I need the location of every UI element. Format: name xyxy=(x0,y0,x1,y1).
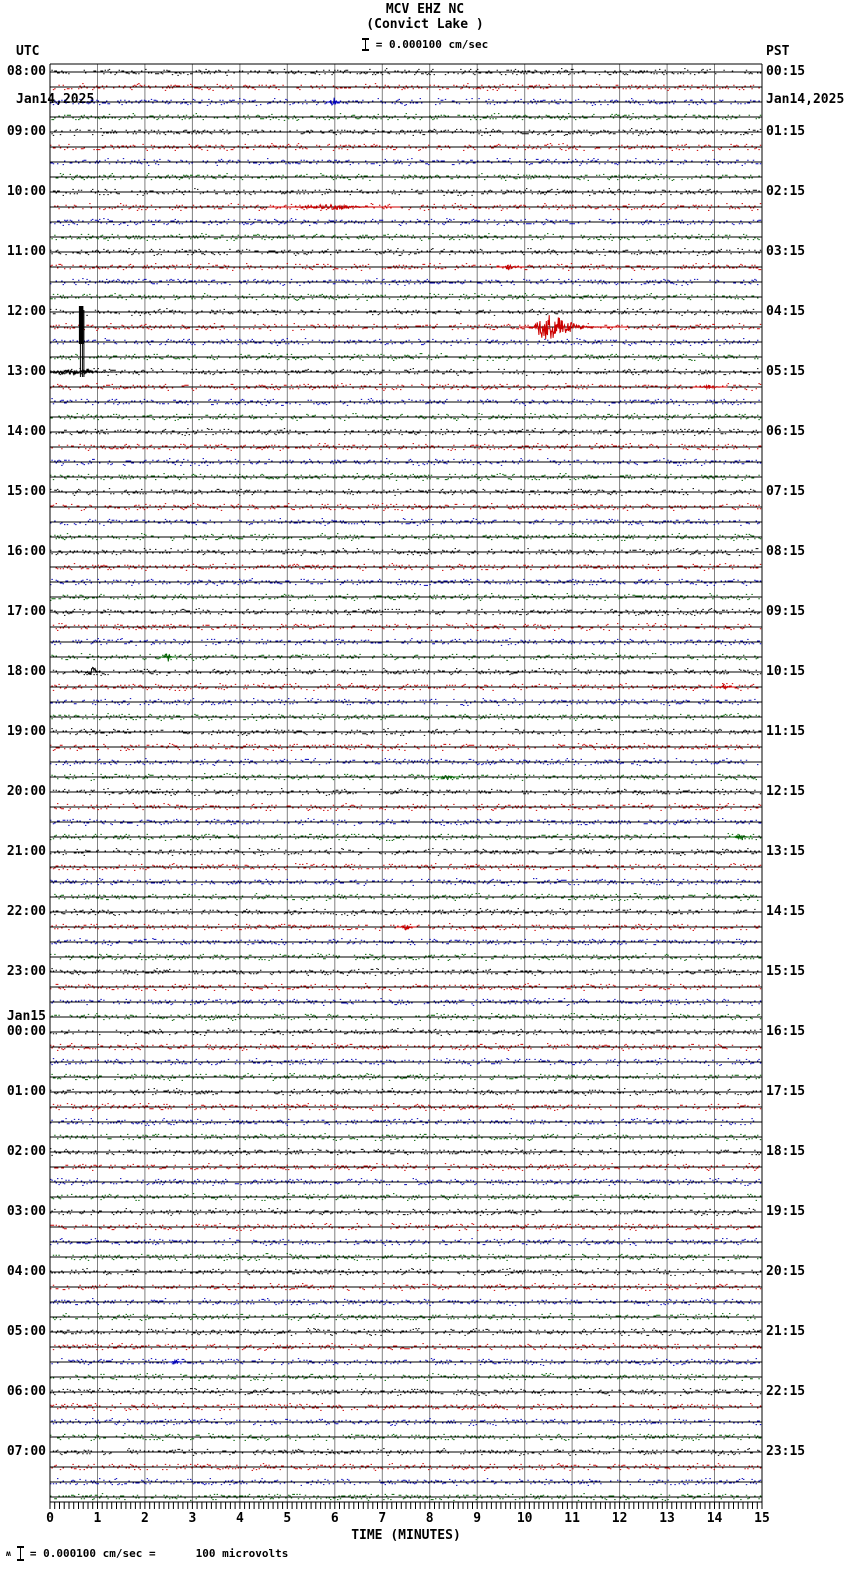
pst-time-label: 22:15 xyxy=(766,1384,806,1399)
pst-time-label: 04:15 xyxy=(766,304,806,319)
pst-time-label: 11:15 xyxy=(766,724,806,739)
x-tick-label: 13 xyxy=(659,1511,675,1526)
x-tick-label: 14 xyxy=(706,1511,723,1526)
pst-time-label: 06:15 xyxy=(766,424,806,439)
pst-time-label: 18:15 xyxy=(766,1144,806,1159)
utc-time-label: 03:00 xyxy=(6,1204,46,1219)
utc-time-label: 17:00 xyxy=(6,604,46,619)
pst-date-label: Jan14,2025 xyxy=(766,92,845,107)
utc-time-label: 14:00 xyxy=(6,424,46,439)
utc-time-label: 04:00 xyxy=(6,1264,46,1279)
pst-zone-label: PST xyxy=(766,44,790,59)
footer-scale-bar-icon xyxy=(17,1546,24,1561)
pst-time-label: 09:15 xyxy=(766,604,806,619)
utc-time-label: 16:00 xyxy=(6,544,46,559)
pst-time-label: 12:15 xyxy=(766,784,806,799)
pst-time-label: 00:15 xyxy=(766,64,806,79)
utc-date-label: Jan14,2025 xyxy=(16,92,95,107)
footer-microvolts: 100 microvolts xyxy=(195,1547,289,1560)
pst-time-label: 02:15 xyxy=(766,184,806,199)
utc-time-label: 05:00 xyxy=(6,1324,46,1339)
pst-time-label: 21:15 xyxy=(766,1324,806,1339)
utc-time-label: 00:00 xyxy=(6,1024,46,1039)
x-tick-label: 4 xyxy=(235,1511,244,1526)
station-subtitle: (Convict Lake ) xyxy=(366,17,484,32)
pst-time-label: 16:15 xyxy=(766,1024,806,1039)
footer-scale-text: = 0.000100 cm/sec = xyxy=(29,1547,156,1560)
pst-time-label: 20:15 xyxy=(766,1264,806,1279)
utc-time-label: 12:00 xyxy=(6,304,46,319)
x-tick-label: 1 xyxy=(93,1511,102,1526)
x-tick-label: 9 xyxy=(473,1511,482,1526)
x-tick-label: 3 xyxy=(188,1511,197,1526)
x-tick-label: 8 xyxy=(425,1511,434,1526)
pst-time-label: 10:15 xyxy=(766,664,806,679)
seismic-event xyxy=(159,654,177,661)
x-tick-label: 2 xyxy=(141,1511,149,1526)
x-tick-label: 11 xyxy=(564,1511,580,1526)
x-axis-ticks xyxy=(50,1502,762,1509)
x-tick-label: 0 xyxy=(46,1511,54,1526)
pst-time-label: 07:15 xyxy=(766,484,806,499)
x-tick-label: 6 xyxy=(330,1511,339,1526)
footer-scale-note xyxy=(6,1546,288,1561)
seismic-event xyxy=(326,98,340,105)
utc-time-label: 08:00 xyxy=(6,64,46,79)
utc-date-row-label: Jan15 xyxy=(6,1009,46,1024)
pst-time-label: 13:15 xyxy=(766,844,806,859)
utc-time-label: 11:00 xyxy=(6,244,46,259)
pst-time-label: 15:15 xyxy=(766,964,806,979)
pst-time-label: 03:15 xyxy=(766,244,806,259)
pst-time-label: 23:15 xyxy=(766,1444,806,1459)
seismic-event xyxy=(396,925,417,930)
utc-time-label: 01:00 xyxy=(6,1084,46,1099)
utc-time-label: 02:00 xyxy=(6,1144,46,1159)
utc-time-label: 20:00 xyxy=(6,784,46,799)
pst-time-label: 05:15 xyxy=(766,364,806,379)
x-tick-label: 15 xyxy=(754,1511,770,1526)
pst-time-label: 14:15 xyxy=(766,904,806,919)
x-axis-title: TIME (MINUTES) xyxy=(351,1528,461,1543)
utc-time-label: 22:00 xyxy=(6,904,46,919)
seismic-event xyxy=(496,265,525,270)
scale-label: = 0.000100 cm/sec xyxy=(375,38,489,51)
trace-baselines xyxy=(50,72,762,1497)
utc-time-label: 19:00 xyxy=(6,724,46,739)
utc-time-label: 09:00 xyxy=(6,124,46,139)
x-tick-label: 10 xyxy=(516,1511,533,1526)
utc-time-label: 18:00 xyxy=(6,664,46,679)
x-tick-label: 7 xyxy=(378,1511,387,1526)
utc-time-label: 07:00 xyxy=(6,1444,46,1459)
utc-time-label: 21:00 xyxy=(6,844,46,859)
x-tick-label: 5 xyxy=(283,1511,292,1526)
pst-time-label: 19:15 xyxy=(766,1204,806,1219)
utc-zone-label: UTC xyxy=(16,44,40,59)
pst-time-label: 17:15 xyxy=(766,1084,806,1099)
utc-time-label: 06:00 xyxy=(6,1384,46,1399)
pst-time-label: 08:15 xyxy=(766,544,806,559)
utc-time-label: 23:00 xyxy=(6,964,46,979)
pst-time-label: 01:15 xyxy=(766,124,806,139)
footer-wave-glyph: ʍ xyxy=(6,1549,11,1558)
utc-time-label: 10:00 xyxy=(6,184,46,199)
utc-time-label: 15:00 xyxy=(6,484,46,499)
x-tick-label: 12 xyxy=(611,1511,628,1526)
seismic-event xyxy=(519,315,628,339)
station-title: MCV EHZ NC xyxy=(385,2,465,17)
utc-time-label: 13:00 xyxy=(6,364,46,379)
